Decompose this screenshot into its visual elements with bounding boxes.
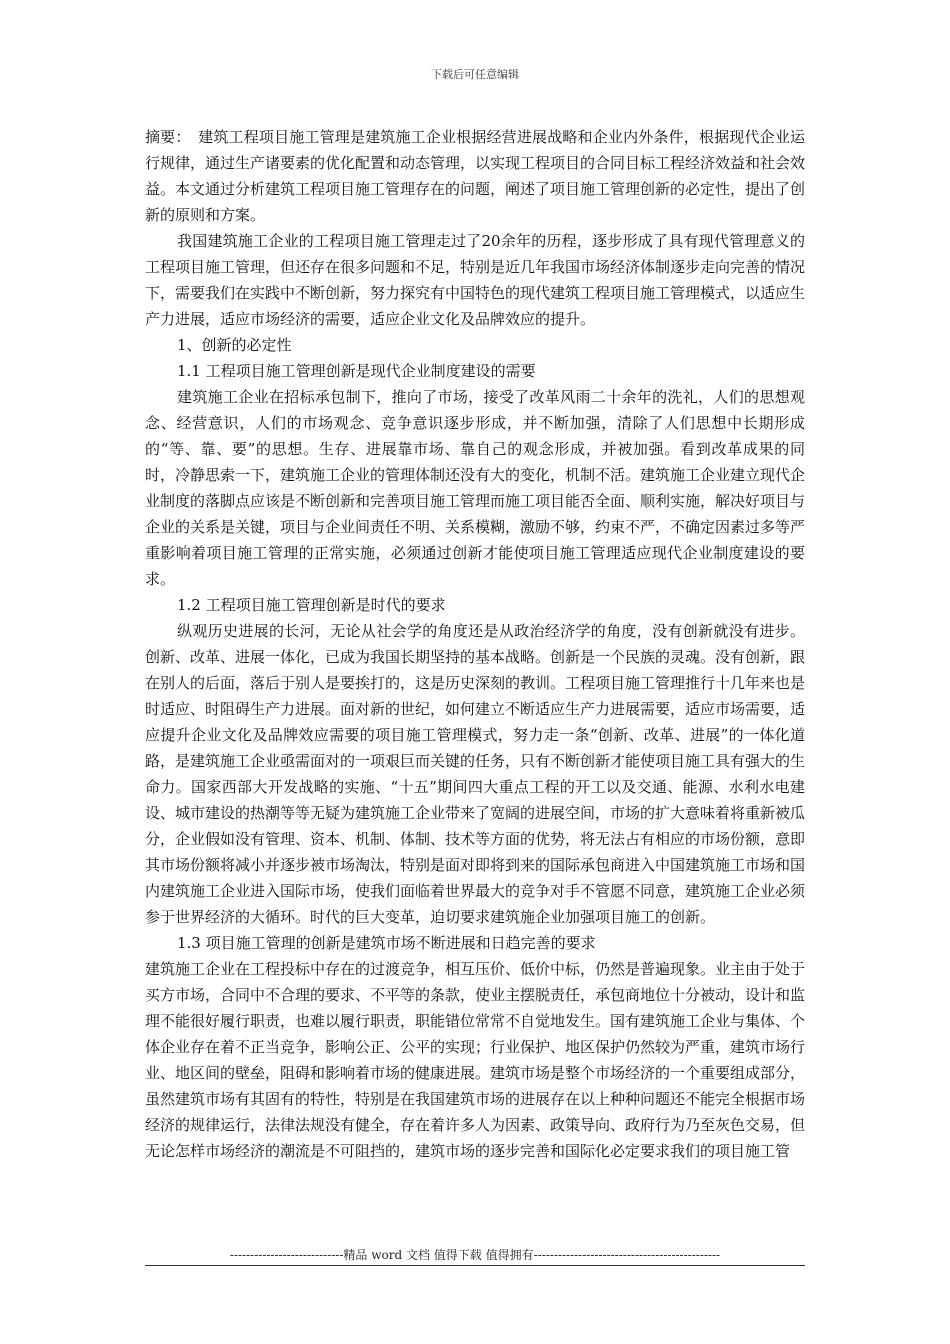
section-1-3-heading: 1.3 项目施工管理的创新是建筑市场不断进展和日趋完善的要求 <box>177 934 596 952</box>
footer-rule <box>145 1265 805 1266</box>
section-1-2-heading: 1.2 工程项目施工管理创新是时代的要求 <box>177 596 446 614</box>
page-header: 下载后可任意编辑 <box>431 68 519 81</box>
section-1-3-paragraph: 建筑施工企业在工程投标中存在的过渡竞争，相互压价、低价中标，仍然是普遍现象。业主由于处于买方市场，合同中不合理的要求、不平等的条款，使业主摆脱责任，承包商地位十分被动，设计和监理不能很好履行职责，也难以履行职责，职能错位常常不自觉地发生。国有建筑施工企业与集体、个体企业存在着不正当竞争，影响公正、公平的实现；行业保护、地区保护仍然较为严重，建筑市场行业、地区间的壁垒，阻碍和影响着市场的健康进展。建筑市场是整个市场经济的一个重要组成部分，虽然建筑市场有其固有的特性，特别是在我国建筑市场的进展存在以上种种问题还不能完全根据市场经济的规律运行，法律法规没有健全，存在着许多人为因素、政策导向、政府行为乃至灰色交易，但无论怎样市场经济的潮流是不可阻挡的，建筑市场的逐步完善和国际化必定要求我们的项目施工管 <box>145 960 806 1160</box>
intro-paragraph: 我国建筑施工企业的工程项目施工管理走过了20余年的历程，逐步形成了具有现代管理意义的工程项目施工管理，但还存在很多问题和不足，特别是近几年我国市场经济体制逐步走向完善的情况下，需要我们在实践中不断创新，努力探究有中国特色的现代建筑工程项目施工管理模式，以适应生产力进展，适应市场经济的需要，适应企业文化及品牌效应的提升。 <box>145 232 806 328</box>
abstract-paragraph: 摘要： 建筑工程项目施工管理是建筑施工企业根据经营进展战略和企业内外条件，根据现代企业运行规律，通过生产诸要素的优化配置和动态管理，以实现工程项目的合同目标工程经济效益和社会效益。本文通过分析建筑工程项目施工管理存在的问题，阐述了项目施工管理创新的必定性，提出了创新的原则和方案。 <box>145 128 806 224</box>
document-body <box>145 124 805 1164</box>
section-1-2-paragraph: 纵观历史进展的长河，无论从社会学的角度还是从政治经济学的角度，没有创新就没有进步。创新、改革、进展一体化，已成为我国长期坚持的基本战略。创新是一个民族的灵魂。没有创新，跟在别人的后面，落后于别人是要挨打的，这是历史深刻的教训。工程项目施工管理推行十几年来也是时适应、时阻碍生产力进展。面对新的世纪，如何建立不断适应生产力进展需要，适应市场需要，适应提升企业文化及品牌效应需要的项目施工管理模式，努力走一条“创新、改革、进展”的一体化道路，是建筑施工企业亟需面对的一项艰巨而关键的任务，只有不断创新才能使项目施工具有强大的生命力。国家西部大开发战略的实施、“十五”期间四大重点工程的开工以及交通、能源、水利水电建设、城市建设的热潮等等无疑为建筑施工企业带来了宽阔的进展空间，市场的扩大意味着将重新被瓜分，企业假如没有管理、资本、机制、体制、技术等方面的优势，将无法占有相应的市场份额，意即其市场份额将减小并逐步被市场淘汰，特别是面对即将到来的国际承包商进入中国建筑施工市场和国内建筑施工企业进入国际市场，使我们面临着世界最大的竞争对手不管愿不同意，建筑施工企业必须参于世界经济的大循环。时代的巨大变革，迫切要求建筑施企业加强项目施工的创新。 <box>145 622 806 926</box>
section-1-1-heading: 1.1 工程项目施工管理创新是现代企业制度建设的需要 <box>177 362 536 380</box>
section-1-heading: 1、创新的必定性 <box>177 336 292 354</box>
page-footer: ----------------------------精品 word 文档 值得下载 值得拥有---------------------------------------------- <box>229 1248 721 1262</box>
section-1-1-paragraph: 建筑施工企业在招标承包制下，推向了市场，接受了改革风雨二十余年的洗礼，人们的思想观念、经营意识，人们的市场观念、竞争意识逐步形成，并不断加强，清除了人们思想中长期形成的“等、靠、要”的思想。生存、进展靠市场、靠自己的观念形成，并被加强。看到改革成果的同时，冷静思索一下，建筑施工企业的管理体制还没有大的变化，机制不活。建筑施工企业建立现代企业制度的落脚点应该是不断创新和完善项目施工管理而施工项目能否全面、顺利实施，解决好项目与企业的关系是关键，项目与企业间责任不明、关系模糊，激励不够，约束不严，不确定因素过多等严重影响着项目施工管理的正常实施，必须通过创新才能使项目施工管理适应现代企业制度建设的要求。 <box>145 388 806 588</box>
